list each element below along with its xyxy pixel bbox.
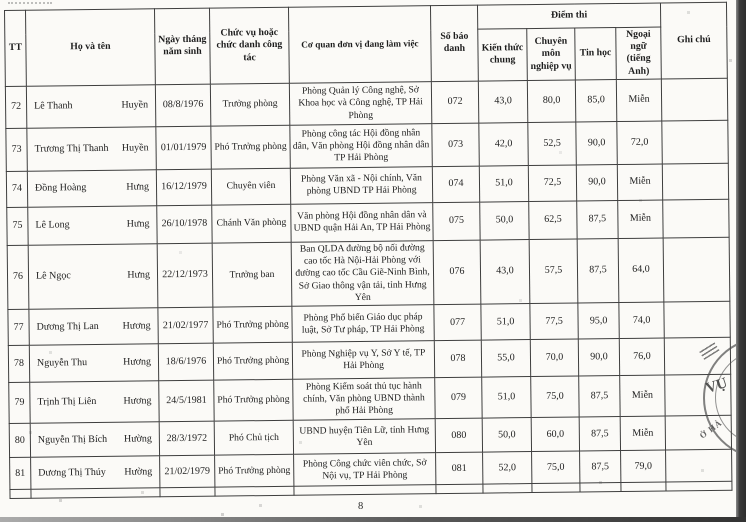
cell-dob: 26/10/1978 xyxy=(157,205,212,244)
name-left: Lê Long xyxy=(35,219,70,231)
header-kien-thuc-chung: Kiến thức chung xyxy=(478,29,528,81)
cell-agency: Ban QLDA đường bộ nối đường cao tốc Hà Nội-Hải Phòng với đường cao tốc Cầu Giẽ-Ninh Bình, Sở Giao thông vận tải, tỉnh Hưng Yên xyxy=(291,241,434,307)
cell-sbd: 074 xyxy=(432,166,479,203)
cell-position: Chuyên viên xyxy=(211,168,290,205)
cell-dob: 24/5/1981 xyxy=(159,380,214,422)
cell-name xyxy=(26,85,155,128)
name-left: Trịnh Thị Liên xyxy=(37,395,97,408)
cell-score-specialty: 52,5 xyxy=(528,122,576,166)
cell-score-it: 87,5 xyxy=(577,200,618,238)
cell-score-knowledge: 50,0 xyxy=(480,201,529,240)
scan-noise xyxy=(0,0,1,1)
cell-score-it: 87,5 xyxy=(580,451,621,483)
cell-note xyxy=(664,302,730,339)
cell-note xyxy=(662,120,728,164)
cell-score-english: Miễn xyxy=(620,375,665,417)
name-left: Nguyễn Thu xyxy=(36,357,88,369)
cell-score-it: 95,0 xyxy=(578,303,619,339)
cell-score-english: Miễn xyxy=(618,200,663,239)
cell-score-specialty: 75,0 xyxy=(531,376,579,418)
cell-sbd: 078 xyxy=(434,340,481,378)
cell-tt: 79 xyxy=(9,382,30,423)
cell-agency: Phòng Phổ biến Giáo dục pháp luật, Sở Tư pháp, TP Hải Phòng xyxy=(292,305,434,343)
name-right: Huyền xyxy=(121,142,149,154)
name-right: Hưng xyxy=(126,218,150,230)
cell-dob: 22/12/1973 xyxy=(157,243,213,308)
exam-results-table xyxy=(4,2,733,499)
cell-score-english: 72,0 xyxy=(617,121,663,165)
cell-dob: 01/01/1979 xyxy=(156,126,211,170)
cell-score-specialty: 70,0 xyxy=(530,339,578,377)
cell-score-english: 64,0 xyxy=(618,238,664,303)
header-dob: Ngày tháng năm sinh xyxy=(154,8,210,85)
cell-name xyxy=(31,456,160,489)
cell-name xyxy=(28,244,158,310)
header-sbd: Số báo danh xyxy=(430,5,478,81)
seal-text-arc: Ở HẢ xyxy=(697,417,725,441)
cell-name xyxy=(29,344,158,382)
cell-tt: 73 xyxy=(6,128,27,171)
header-diem-thi-group: Điểm thi xyxy=(477,3,660,29)
cell-score-knowledge: 51,0 xyxy=(479,165,528,202)
scan-edge-right xyxy=(736,0,746,522)
cell-agency: Phòng Văn xã - Nội chính, Văn phòng UBND TP Hải Phòng xyxy=(290,167,432,205)
name-right: Huyền xyxy=(121,99,149,111)
cell-sbd: 080 xyxy=(435,418,482,453)
name-left: Dương Thị Thúy xyxy=(38,466,106,479)
cell-score-it: 87,5 xyxy=(577,238,619,303)
cell-tt: 76 xyxy=(7,245,29,310)
cell-score-english: 79,0 xyxy=(621,450,666,483)
cell-agency: Văn phòng Hội đồng nhân dân và UBND quận Hải An, TP Hải Phòng xyxy=(291,203,433,243)
cell-score-knowledge: 43,0 xyxy=(480,239,530,304)
cell-score-it: 90,0 xyxy=(576,121,617,164)
cell-tt: 81 xyxy=(10,457,31,489)
cell-tt: 75 xyxy=(7,207,28,245)
cell-score-specialty: 62,5 xyxy=(529,201,577,240)
cell-agency: UBND huyện Tiên Lữ, tỉnh Hưng Yên xyxy=(293,419,435,455)
cell-position: Phó Trưởng phòng xyxy=(214,380,293,422)
name-right: Hưng xyxy=(126,181,150,193)
cell-sbd: 081 xyxy=(436,452,483,485)
name-right: Hường xyxy=(124,465,153,478)
cell-position: Phó Trưởng phòng xyxy=(211,125,290,169)
cell-score-specialty: 80,0 xyxy=(527,80,575,123)
cell-score-knowledge: 52,0 xyxy=(483,452,532,485)
header-tin-hoc: Tin học xyxy=(575,28,617,80)
cell-name xyxy=(27,127,156,171)
cell-position: Phó Trưởng phòng xyxy=(215,455,294,488)
cell-score-it: 87,5 xyxy=(579,376,620,417)
cell-score-specialty: 77,5 xyxy=(530,303,578,340)
cell-note xyxy=(663,199,729,238)
name-left: Trương Thị Thanh xyxy=(34,142,109,155)
scan-artifact-dots xyxy=(8,2,52,4)
cell-dob: 18/6/1976 xyxy=(158,343,213,381)
cell-agency: Phòng Nghiệp vụ Y, Sở Y tế, TP Hải Phòng xyxy=(292,341,434,380)
cell-position: Phó Trưởng phòng xyxy=(213,307,292,344)
cell-name xyxy=(29,308,158,345)
cell-score-english: Miễn xyxy=(616,79,661,122)
cell-sbd: 077 xyxy=(434,304,481,341)
cell-name xyxy=(30,422,159,457)
cell-tt: 78 xyxy=(8,346,29,383)
cell-sbd: 072 xyxy=(431,81,478,124)
cell-score-knowledge: 55,0 xyxy=(481,340,530,378)
cell-sbd: 079 xyxy=(435,377,482,419)
cell-score-specialty: 75,0 xyxy=(532,451,580,484)
cell-score-it: 90,0 xyxy=(578,339,619,376)
cell-score-english: 76,0 xyxy=(619,338,664,376)
cell-name xyxy=(30,381,159,423)
cell-tt: 72 xyxy=(5,86,26,128)
name-left: Dương Thị Lan xyxy=(36,320,99,333)
name-right: Hương xyxy=(123,395,152,407)
cell-score-it: 87,5 xyxy=(579,417,620,451)
cell-score-it: 85,0 xyxy=(575,79,616,121)
header-name: Họ và tên xyxy=(26,9,156,86)
name-right: Hương xyxy=(122,319,151,332)
cell-tt: 80 xyxy=(9,423,30,457)
cell-note xyxy=(666,450,732,483)
cell-score-english: Miễn xyxy=(620,416,665,451)
cell-score-knowledge: 43,0 xyxy=(478,81,527,124)
cell-agency: Phòng Quản lý Công nghệ, Sở Khoa học và Công nghệ, TP Hải Phòng xyxy=(289,82,431,126)
table-row xyxy=(7,237,730,310)
cell-sbd: 075 xyxy=(433,202,480,241)
header-note: Ghi chú xyxy=(660,2,727,79)
header-ngoai-ngu: Ngoại ngữ (tiếng Anh) xyxy=(616,27,662,79)
cell-dob: 21/02/1977 xyxy=(158,307,213,344)
cell-score-english: Miễn xyxy=(617,164,662,201)
cell-tt: 77 xyxy=(8,310,29,346)
cell-agency: Phòng Kiểm soát thủ tục hành chính, Văn phòng UBND thành phố Hải Phòng xyxy=(293,378,435,421)
cell-score-specialty: 60,0 xyxy=(531,417,579,452)
cell-dob: 28/3/1972 xyxy=(159,421,214,456)
cell-note xyxy=(661,78,727,121)
cell-position: Chánh Văn phòng xyxy=(212,204,291,243)
cell-score-specialty: 57,5 xyxy=(529,239,578,304)
header-tt: TT xyxy=(5,10,27,86)
cell-note xyxy=(663,237,730,302)
cell-score-knowledge: 51,0 xyxy=(481,304,530,341)
cell-score-it: 90,0 xyxy=(576,164,617,200)
cell-note xyxy=(662,163,728,200)
name-left: Lê Thanh xyxy=(34,100,73,112)
cell-note xyxy=(665,416,731,451)
cell-tt: 74 xyxy=(6,171,27,207)
cell-position: Trưởng ban xyxy=(212,242,292,307)
header-agency: Cơ quan đơn vị đang làm việc xyxy=(288,6,431,84)
cell-name xyxy=(28,206,157,245)
cell-dob: 21/02/1979 xyxy=(160,455,215,488)
scan-edge-bottom xyxy=(0,517,746,522)
cell-score-english: 74,0 xyxy=(619,302,664,339)
page-number: 8 xyxy=(358,501,364,512)
cell-score-knowledge: 42,0 xyxy=(479,123,528,167)
name-left: Nguyễn Thị Bích xyxy=(37,433,108,446)
cell-agency: Phòng Công chức viên chức, Sở Nội vụ, TP Hải Phòng xyxy=(294,453,436,487)
cell-name xyxy=(27,170,156,207)
cell-position: Phó Chủ tịch xyxy=(214,421,293,456)
name-right: Hưng xyxy=(127,269,151,281)
cell-score-knowledge: 51,0 xyxy=(482,377,531,419)
cell-agency: Phòng công tác Hội đồng nhân dân, Văn phòng Hội đồng nhân dân TP Hải Phòng xyxy=(290,124,432,169)
name-left: Đồng Hoàng xyxy=(34,182,87,194)
cell-position: Phó Trưởng phòng xyxy=(213,343,292,381)
cell-dob: 16/12/1979 xyxy=(156,169,211,206)
header-chuyen-mon: Chuyên môn nghiệp vụ xyxy=(527,28,576,80)
name-right: Hường xyxy=(123,432,152,445)
cell-position: Trưởng phòng xyxy=(210,83,289,126)
cell-note xyxy=(665,375,731,417)
cell-score-specialty: 72,5 xyxy=(528,165,576,202)
cell-note xyxy=(664,338,730,376)
name-left: Lê Ngọc xyxy=(35,270,71,282)
cell-sbd: 076 xyxy=(433,240,481,305)
seal-text-large: VỤ xyxy=(703,375,730,397)
cell-sbd: 073 xyxy=(432,123,479,167)
cell-dob: 08/8/1976 xyxy=(155,84,210,127)
name-right: Hương xyxy=(123,356,152,368)
cell-score-knowledge: 50,0 xyxy=(482,418,531,453)
header-position: Chức vụ hoặc chức danh công tác xyxy=(209,7,289,84)
